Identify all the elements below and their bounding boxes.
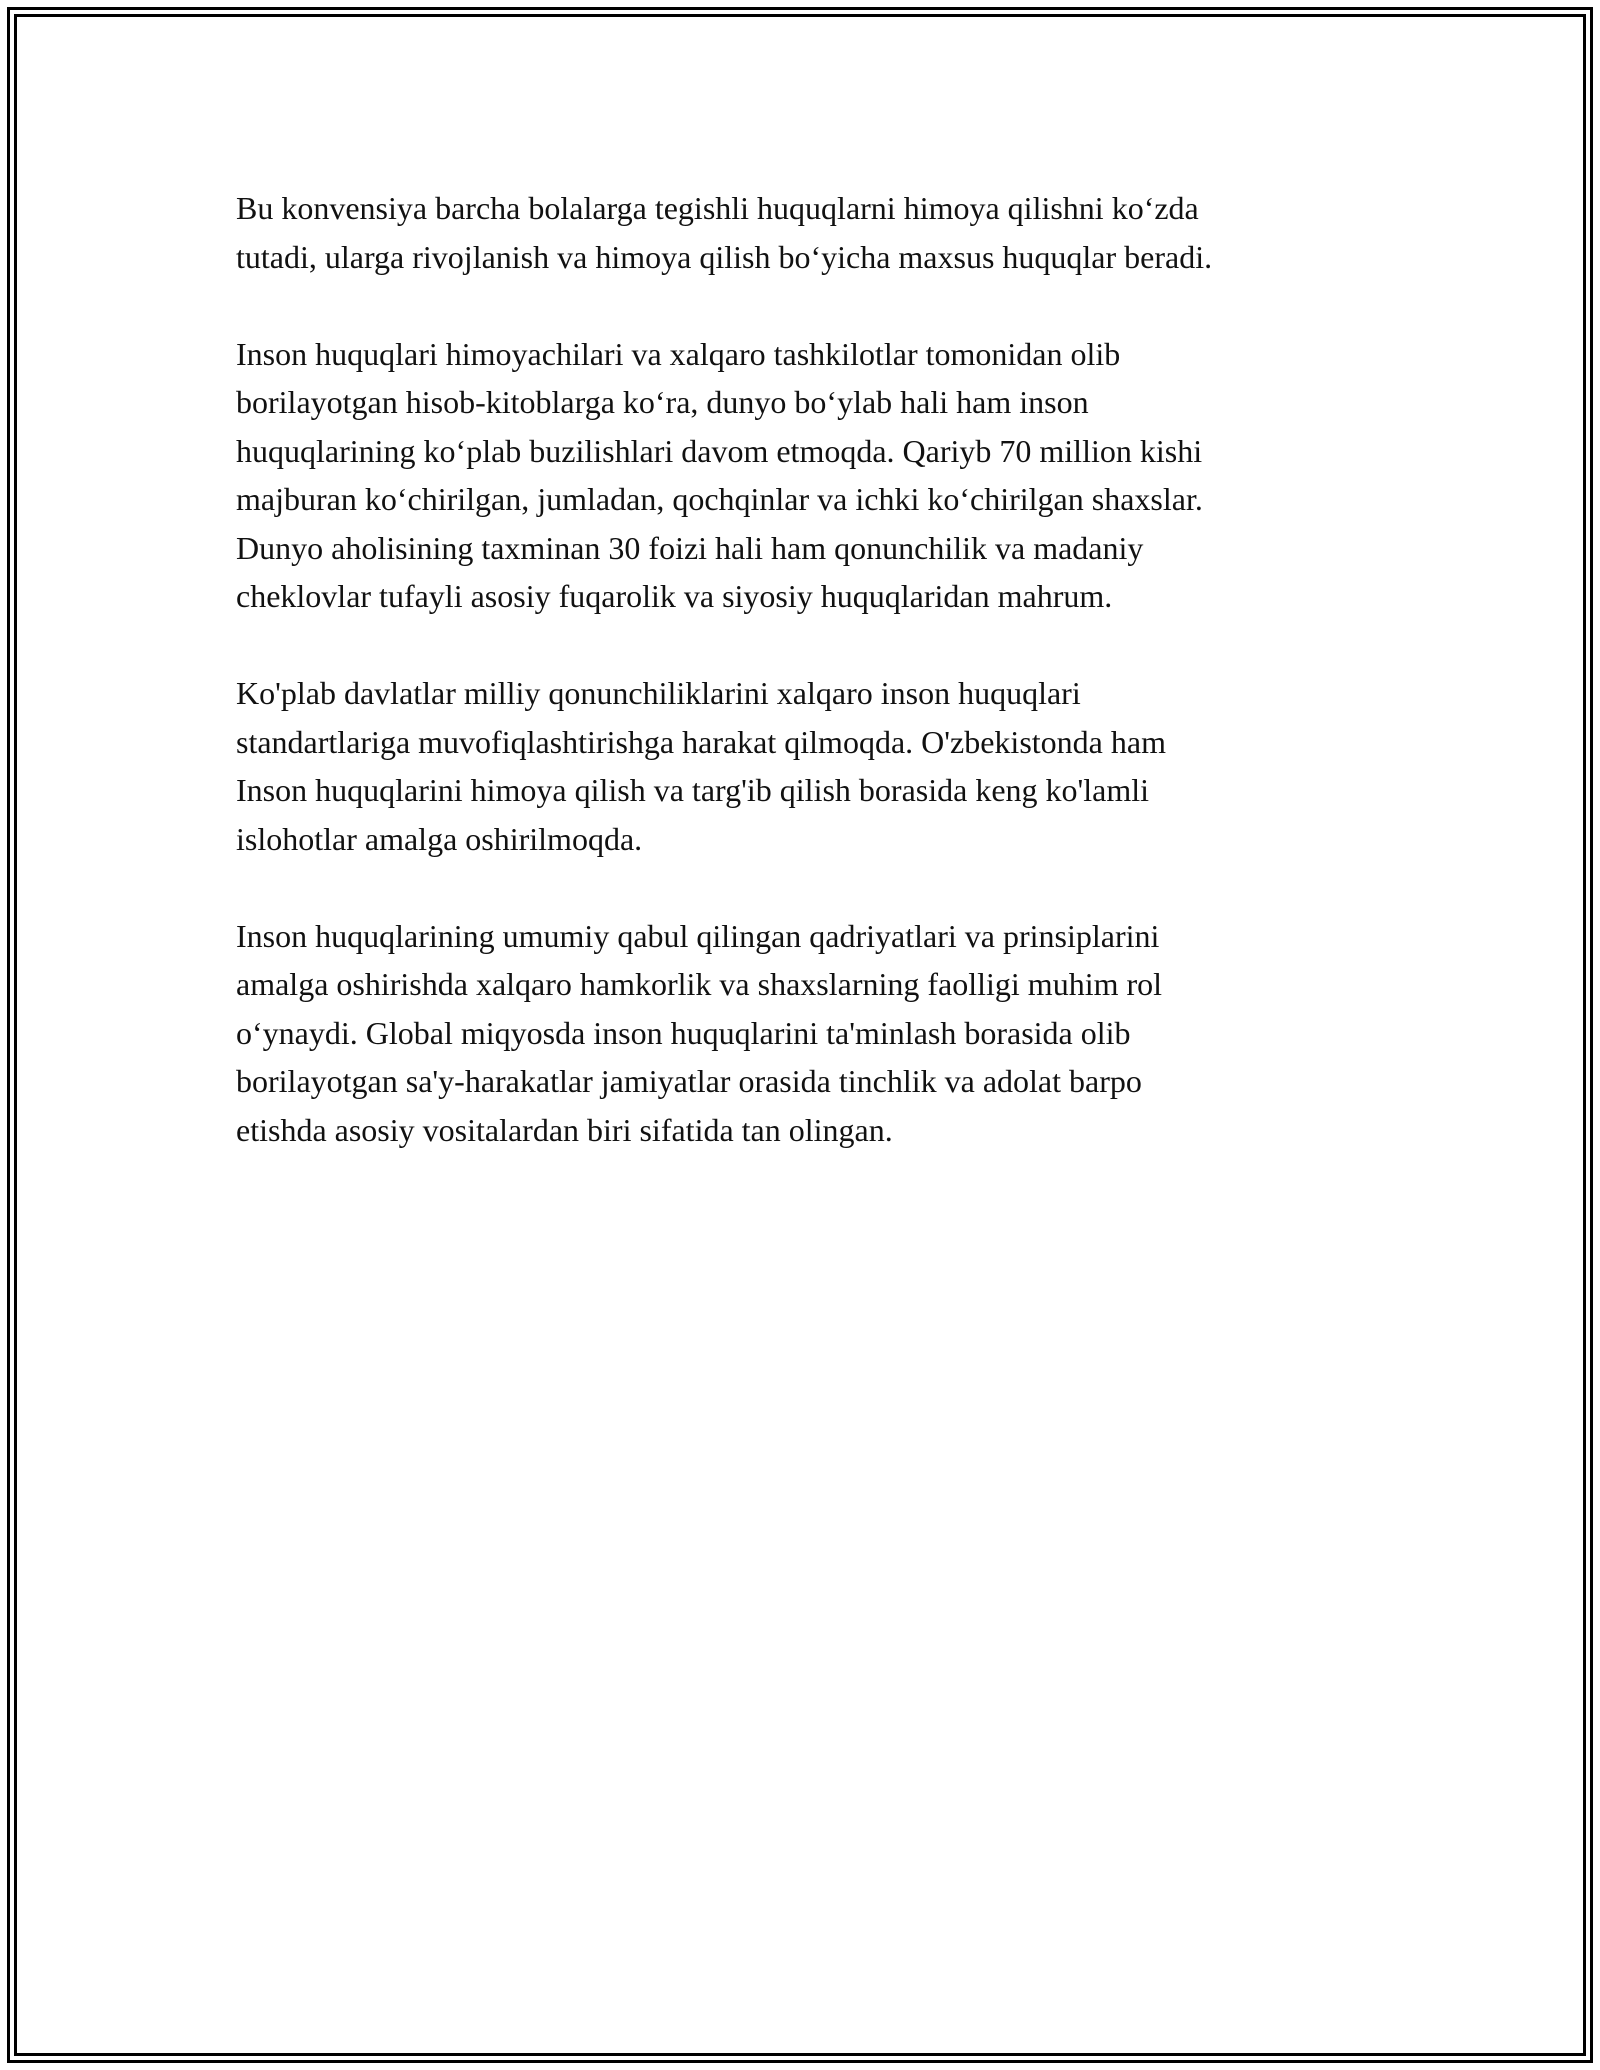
paragraph-4: Inson huquqlarining umumiy qabul qilingan qadriyatlari va prinsiplarini amalga oshirishda xalqaro hamkorlik va shaxslarning faolligi muhim rol oʻynaydi. Global miqyosda inson huquqlarini ta'minlash borasida olib borilayotgan sa'y-harakatlar jamiyatlar orasida tinchlik va adolat barpo etishda asosiy vositalardan biri sifatida tan olingan. <box>236 917 1163 1148</box>
paragraph-2: Inson huquqlari himoyachilari va xalqaro tashkilotlar tomonidan olib borilayotgan hisob-kitoblarga koʻra, dunyo boʻylab hali ham inson huquqlarining koʻplab buzilishlari davom etmoqda. Qariyb 70 million kishi majburan koʻchirilgan, jumladan, qochqinlar va ichki koʻchirilgan shaxslar. Dunyo aholisining taxminan 30 foizi hali ham qonunchilik va madaniy cheklovlar tufayli asosiy fuqarolik va siyosiy huquqlaridan mahrum. <box>236 335 1203 614</box>
document-body <box>236 184 1416 1203</box>
paragraph-3: Ko'plab davlatlar milliy qonunchiliklarini xalqaro inson huquqlari standartlariga muvofiqlashtirishga harakat qilmoqda. O'zbekistonda ham Inson huquqlarini himoya qilish va targ'ib qilish borasida keng ko'lamli islohotlar amalga oshirilmoqda. <box>236 675 1166 857</box>
paragraph-1: Bu konvensiya barcha bolalarga tegishli huquqlarni himoya qilishni koʻzda tutadi, ularga rivojlanish va himoya qilish boʻyicha maxsus huquqlar beradi. <box>236 190 1213 275</box>
